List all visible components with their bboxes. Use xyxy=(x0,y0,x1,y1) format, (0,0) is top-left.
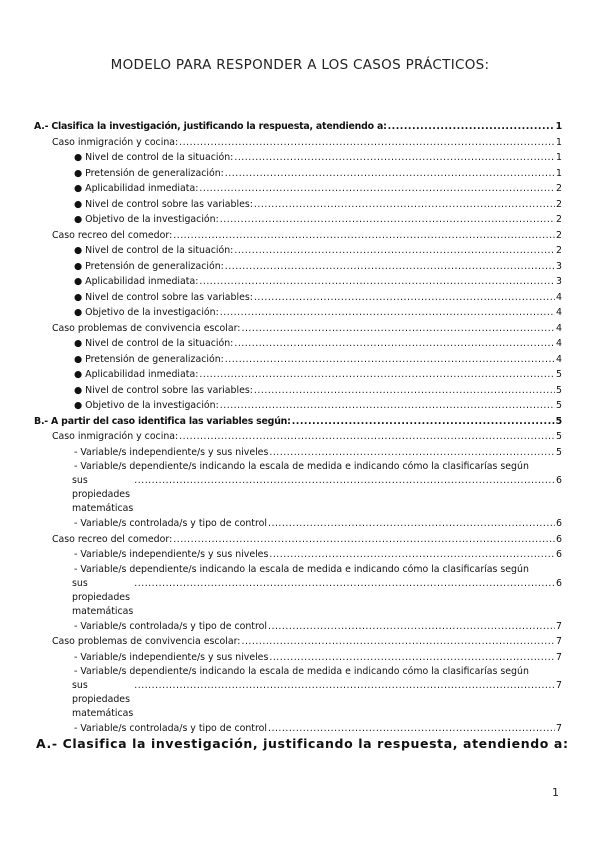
toc-dot-leader xyxy=(268,619,555,635)
toc-dot-leader xyxy=(234,336,555,352)
toc-dot-leader xyxy=(220,212,555,228)
toc-entry[interactable] xyxy=(34,619,562,635)
toc-dot-leader xyxy=(220,305,555,321)
toc-dot-leader xyxy=(199,367,555,383)
toc-entry[interactable] xyxy=(34,212,562,228)
toc-entry-text-continued: sus propiedades matemáticas xyxy=(72,577,134,617)
toc-page-number: 1 xyxy=(555,121,562,132)
toc-entry[interactable] xyxy=(34,290,562,306)
toc-page-number: 6 xyxy=(556,577,562,589)
toc-entry-text: - Variable/s independiente/s y sus niveles xyxy=(74,651,269,663)
toc-dot-leader xyxy=(269,547,555,563)
toc-dot-leader xyxy=(241,634,555,650)
toc-entry[interactable] xyxy=(34,336,562,352)
toc-dot-leader xyxy=(225,352,555,368)
toc-entry-text: ● Pretensión de generalización: xyxy=(74,353,224,365)
toc-dot-leader xyxy=(134,474,555,488)
toc-entry[interactable] xyxy=(34,321,562,337)
toc-entry-text: B.- A partir del caso identifica las variables según: xyxy=(34,415,291,427)
toc-page-number: 4 xyxy=(556,307,562,318)
table-of-contents xyxy=(34,119,562,737)
toc-entry[interactable] xyxy=(34,547,562,563)
toc-page-number: 7 xyxy=(556,723,562,734)
toc-page-number: 4 xyxy=(556,291,562,303)
toc-page-number: 5 xyxy=(556,369,562,380)
toc-dot-leader xyxy=(254,290,555,306)
toc-entry[interactable] xyxy=(34,243,562,259)
toc-entry[interactable] xyxy=(34,563,562,619)
toc-page-number: 1 xyxy=(556,136,562,148)
toc-entry[interactable] xyxy=(34,166,562,182)
toc-entry-text: Caso inmigración y cocina: xyxy=(52,431,179,442)
toc-page-number: 2 xyxy=(556,229,562,241)
toc-entry-text: - Variable/s independiente/s y sus niveles xyxy=(74,446,269,458)
toc-page-number: 6 xyxy=(556,549,562,560)
toc-entry-text: ● Aplicabilidad inmediata: xyxy=(74,276,199,287)
toc-dot-leader xyxy=(241,321,555,337)
toc-entry-text: - Variable/s independiente/s y sus niveles xyxy=(74,549,269,560)
toc-page-number: 7 xyxy=(556,620,562,632)
toc-entry-text: Caso problemas de convivencia escolar: xyxy=(52,636,241,647)
toc-dot-leader xyxy=(225,166,555,182)
toc-entry[interactable] xyxy=(34,532,562,548)
toc-page-number: 7 xyxy=(556,651,562,663)
toc-entry-text: ● Aplicabilidad inmediata: xyxy=(74,183,199,194)
toc-entry[interactable] xyxy=(34,650,562,666)
toc-page-number: 4 xyxy=(556,338,562,349)
toc-entry[interactable] xyxy=(34,383,562,399)
toc-entry-text: ● Objetivo de la investigación: xyxy=(74,307,219,318)
toc-entry-text: - Variable/s controlada/s y tipo de control xyxy=(74,518,267,529)
toc-entry[interactable] xyxy=(34,445,562,461)
toc-page-number: 5 xyxy=(556,431,562,442)
toc-dot-leader xyxy=(234,243,555,259)
toc-dot-leader xyxy=(234,150,555,166)
toc-dot-leader xyxy=(254,197,555,213)
toc-entry[interactable] xyxy=(34,634,562,650)
toc-page-number: 3 xyxy=(556,276,562,287)
page-number: 1 xyxy=(552,786,559,799)
toc-entry-text-continued: sus propiedades matemáticas xyxy=(72,475,134,514)
toc-entry-text: Caso recreo del comedor: xyxy=(52,533,173,545)
toc-page-number: 2 xyxy=(556,198,562,210)
toc-entry-text: ● Objetivo de la investigación: xyxy=(74,400,219,411)
toc-page-number: 1 xyxy=(556,167,562,179)
toc-dot-leader xyxy=(199,181,555,197)
toc-page-number: 5 xyxy=(556,400,562,411)
toc-dot-leader xyxy=(254,383,555,399)
toc-entry[interactable] xyxy=(34,135,562,151)
toc-dot-leader xyxy=(179,135,555,151)
toc-dot-leader xyxy=(225,259,555,275)
toc-entry[interactable] xyxy=(34,414,562,430)
toc-dot-leader xyxy=(269,445,555,461)
toc-dot-leader xyxy=(269,650,555,666)
toc-page-number: 3 xyxy=(556,260,562,272)
toc-entry[interactable] xyxy=(34,197,562,213)
toc-page-number: 7 xyxy=(556,680,562,691)
toc-entry[interactable] xyxy=(34,259,562,275)
toc-entry-text: ● Objetivo de la investigación: xyxy=(74,214,219,225)
toc-page-number: 4 xyxy=(556,322,562,334)
toc-page-number: 5 xyxy=(556,446,562,458)
toc-entry-text: ● Aplicabilidad inmediata: xyxy=(74,369,199,380)
toc-entry-text: - Variable/s controlada/s y tipo de control xyxy=(74,620,267,632)
toc-entry-text: - Variable/s dependiente/s indicando la escala de medida e indicando cómo la clasificarías según xyxy=(74,461,529,472)
toc-page-number: 2 xyxy=(556,214,562,225)
toc-entry[interactable] xyxy=(34,460,562,516)
toc-entry[interactable] xyxy=(34,305,562,321)
toc-page-number: 2 xyxy=(556,183,562,194)
toc-dot-leader xyxy=(220,398,555,414)
document-title: MODELO PARA RESPONDER A LOS CASOS PRÁCTICOS: xyxy=(110,57,490,73)
toc-entry[interactable] xyxy=(34,367,562,383)
toc-entry[interactable] xyxy=(34,721,562,737)
toc-entry-text: ● Nivel de control de la situación: xyxy=(74,152,234,163)
toc-entry-text: Caso problemas de convivencia escolar: xyxy=(52,322,241,334)
toc-entry[interactable] xyxy=(34,119,562,135)
toc-entry[interactable] xyxy=(34,274,562,290)
toc-page-number: 6 xyxy=(556,533,562,545)
toc-page-number: 1 xyxy=(556,152,562,163)
toc-entry-text-continued: sus propiedades matemáticas xyxy=(72,680,134,719)
toc-entry[interactable] xyxy=(34,228,562,244)
toc-dot-leader xyxy=(134,679,555,693)
toc-entry-text: ● Nivel de control sobre las variables: xyxy=(74,291,253,303)
toc-entry[interactable] xyxy=(34,352,562,368)
toc-dot-leader xyxy=(173,532,555,548)
toc-entry[interactable] xyxy=(34,181,562,197)
toc-page-number: 5 xyxy=(556,384,562,396)
toc-entry-text: A.- Clasifica la investigación, justificando la respuesta, atendiendo a: xyxy=(34,121,387,132)
toc-entry[interactable] xyxy=(34,665,562,721)
toc-entry-text: - Variable/s dependiente/s indicando la escala de medida e indicando cómo la clasificarías según xyxy=(74,563,529,575)
toc-page-number: 5 xyxy=(555,415,562,427)
toc-entry[interactable] xyxy=(34,150,562,166)
toc-entry-text: - Variable/s dependiente/s indicando la escala de medida e indicando cómo la clasificarías según xyxy=(74,666,529,677)
toc-entry-text: - Variable/s controlada/s y tipo de control xyxy=(74,723,267,734)
toc-entry-text: Caso inmigración y cocina: xyxy=(52,136,179,148)
toc-page-number: 7 xyxy=(556,636,562,647)
toc-dot-leader xyxy=(268,516,555,532)
toc-entry[interactable] xyxy=(34,516,562,532)
toc-dot-leader xyxy=(292,414,555,430)
toc-entry-text: ● Pretensión de generalización: xyxy=(74,260,224,272)
toc-entry-text: ● Nivel de control de la situación: xyxy=(74,245,234,256)
toc-dot-leader xyxy=(134,577,555,591)
toc-entry-text: ● Nivel de control sobre las variables: xyxy=(74,384,253,396)
toc-entry[interactable] xyxy=(34,429,562,445)
toc-entry-text: ● Nivel de control sobre las variables: xyxy=(74,198,253,210)
toc-dot-leader xyxy=(388,119,555,135)
toc-dot-leader xyxy=(199,274,555,290)
toc-page-number: 6 xyxy=(556,518,562,529)
toc-page-number: 6 xyxy=(556,475,562,486)
toc-entry-text: ● Nivel de control de la situación: xyxy=(74,338,234,349)
toc-page-number: 4 xyxy=(556,353,562,365)
toc-dot-leader xyxy=(268,721,555,737)
toc-page-number: 2 xyxy=(556,245,562,256)
section-heading: A.- Clasifica la investigación, justificando la respuesta, atendiendo a: xyxy=(36,736,569,751)
toc-entry-text: ● Pretensión de generalización: xyxy=(74,167,224,179)
toc-entry-text: Caso recreo del comedor: xyxy=(52,229,173,241)
toc-dot-leader xyxy=(179,429,555,445)
toc-entry[interactable] xyxy=(34,398,562,414)
toc-dot-leader xyxy=(173,228,555,244)
